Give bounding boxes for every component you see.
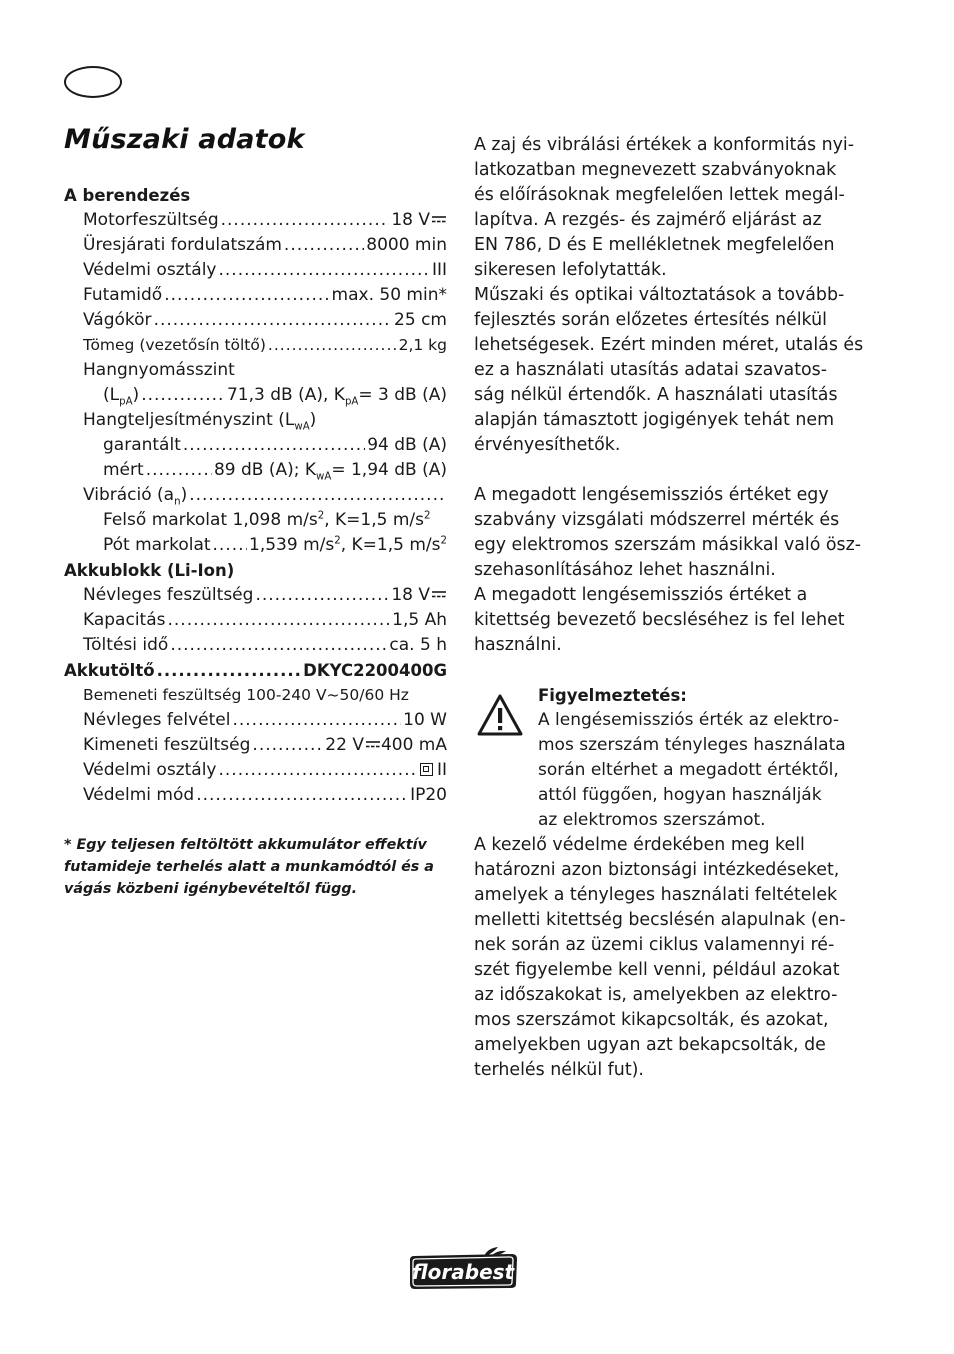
text-line: az időszakokat is, amelyekben az elektro- [474, 985, 838, 1005]
spec-row [64, 708, 447, 733]
text-line: lehetségesek. Ezért minden méret, utalás és [474, 335, 864, 355]
spec-row [64, 258, 447, 283]
language-badge [64, 66, 122, 98]
text-line: fejlesztés során előzetes értesítés nélkül [474, 310, 827, 330]
spec-value: 8000 min [366, 235, 447, 255]
text-line: alapján támasztott jogigények tehát nem [474, 410, 835, 430]
dot-leader [168, 608, 391, 633]
text-line: az elektromos szerszámot. [538, 810, 766, 830]
spec-label: Névleges feszültség [83, 585, 254, 605]
warning-title: Figyelmeztetés: [538, 686, 687, 705]
text-line: mos szerszám tényleges használata [538, 735, 846, 755]
dot-leader [154, 308, 392, 333]
spec-row [64, 783, 447, 808]
spec-heading: Akkutöltő [64, 661, 155, 680]
text-line: terhelés nélkül fut). [474, 1060, 644, 1080]
text-line: amelyek a tényleges használati feltételek [474, 885, 838, 905]
spec-label: Vibráció $(a_n)$ [83, 485, 188, 508]
spec-value: 22 V 400 mA [325, 735, 447, 755]
text-line: szabvány vizsgálati módszerrel mérték és [474, 510, 840, 530]
text-line: A lengésemissziós érték az elektro- [538, 710, 840, 730]
spec-label: Futamidő [83, 285, 163, 305]
spec-value: 18 V [391, 208, 447, 233]
vibration-paragraph [474, 483, 864, 658]
dot-leader [213, 533, 247, 558]
spec-row [64, 208, 447, 233]
spec-row [64, 558, 447, 583]
dot-leader [218, 758, 417, 783]
spec-row [64, 683, 447, 708]
spec-value: 1,539 $m/s^2$, K=1,5 $m/s^2$ [249, 535, 447, 555]
page-title: Műszaki adatok [64, 124, 305, 155]
spec-row [64, 508, 447, 533]
spec-label: Kapacitás [83, 610, 166, 630]
text-line: A zaj és vibrálási értékek a konformitás nyi- [474, 135, 855, 155]
spec-label: Védelmi mód [83, 785, 195, 805]
spec-heading: A berendezés [64, 186, 191, 205]
spec-value: IP20 [410, 785, 447, 805]
text-line: A megadott lengésemissziós értéket a [474, 585, 808, 605]
spec-value: max. 50 min* [331, 285, 447, 305]
spec-label: Kimeneti feszültség [83, 735, 251, 755]
florabest-logo [406, 1246, 520, 1292]
spec-row [64, 583, 447, 608]
text-line: amelyekben ugyan azt bekapcsolták, de [474, 1035, 826, 1055]
spec-row [64, 233, 447, 258]
text-line: sikeresen lefolytatták. [474, 260, 667, 280]
spec-label: Hangteljesítményszint $(L_{wA})$ [83, 410, 317, 433]
text-line: Műszaki és optikai változtatások a tovább- [474, 285, 845, 305]
operator-protection-paragraph [474, 833, 864, 1083]
spec-row [64, 758, 447, 783]
spec-value: 2,1 kg [398, 336, 447, 354]
text-line: mos szerszámot kikapcsolták, és azokat, [474, 1010, 829, 1030]
spec-label: Hangnyomásszint [83, 360, 235, 380]
text-line: ság nélkül értendők. A használati utasítás [474, 385, 838, 405]
dot-leader [268, 333, 397, 358]
spec-value: 71,3 dB (A), $K_{pA}= 3$ dB (A) [226, 385, 447, 408]
spec-value: DKYC2200400G [303, 661, 447, 680]
dot-leader [284, 233, 364, 258]
dot-leader [218, 258, 429, 283]
spec-heading: Akkublokk (Li-Ion) [64, 561, 235, 580]
spec-value: 89 dB (A); $K_{wA}= 1,94$ dB (A) [213, 460, 447, 483]
text-line: A megadott lengésemissziós értéket egy [474, 485, 829, 505]
protection-class-ii-icon [420, 763, 433, 776]
text-line: kitettség bevezető becsléséhez is fel lehet [474, 610, 845, 630]
spec-label: garantált [103, 435, 181, 455]
warning-triangle-icon [476, 693, 524, 737]
warning-text [538, 708, 868, 833]
svg-text:florabest: florabest [411, 1260, 515, 1284]
spec-value: 18 V [391, 583, 447, 608]
dot-leader [255, 583, 389, 608]
spec-list [64, 183, 447, 808]
spec-label: Felső markolat 1,098 $m/s^2$, K=1,5 $m/s^2$ [103, 510, 431, 530]
dot-leader [183, 433, 365, 458]
spec-label: Névleges felvétel [83, 710, 231, 730]
spec-row [64, 433, 447, 458]
conformity-paragraph [474, 133, 864, 458]
text-line: és előírásoknak megfelelően lettek megál- [474, 185, 845, 205]
spec-label: Vágókör [83, 310, 152, 330]
warning-block [474, 683, 864, 833]
dot-leader [164, 283, 329, 308]
spec-row [64, 608, 447, 633]
spec-row [64, 183, 447, 208]
spec-value: 1,5 Ah [392, 610, 447, 630]
dc-current-icon [431, 215, 447, 224]
spec-row [64, 308, 447, 333]
spec-row [64, 383, 447, 408]
spec-label: mért [103, 460, 144, 480]
spec-label: Motorfeszültség [83, 210, 219, 230]
text-line: latkozatban megnevezett szabványoknak [474, 160, 837, 180]
text-line: során eltérhet a megadott értéktől, [538, 760, 839, 780]
spec-row [64, 633, 447, 658]
dot-leader [146, 458, 212, 483]
text-line: melletti kitettség becslésén alapulnak (en- [474, 910, 846, 930]
spec-row [64, 533, 447, 558]
spec-row [64, 408, 447, 433]
text-line: szehasonlításához lehet használni. [474, 560, 776, 580]
dc-current-icon [431, 590, 447, 599]
text-line: érvényesíthetők. [474, 435, 621, 455]
text-line: használni. [474, 635, 562, 655]
spec-row [64, 458, 447, 483]
spec-label: Védelmi osztály [83, 760, 217, 780]
footnote: * Egy teljesen feltöltött akkumulátor effektív futamideje terhelés alatt a munkamódtól és a vágás közbeni igénybevételtől függ. [64, 837, 434, 897]
text-line: egy elektromos szerszám másikkal való ösz- [474, 535, 862, 555]
spec-label: Bemeneti feszültség 100-240 V~50/60 Hz [83, 686, 409, 704]
spec-value: III [431, 260, 447, 280]
spec-value: 94 dB (A) [367, 435, 447, 455]
spec-label: Üresjárati fordulatszám [83, 235, 282, 255]
dot-leader [157, 658, 302, 683]
dot-leader [221, 208, 390, 233]
dc-current-icon [365, 740, 381, 749]
spec-value: II [420, 758, 447, 783]
text-line: szét figyelembe kell venni, például azokat [474, 960, 840, 980]
spec-row [64, 358, 447, 383]
spec-value: 10 W [403, 710, 447, 730]
dot-leader [252, 733, 323, 758]
text-line: nek során az üzemi ciklus valamennyi ré- [474, 935, 835, 955]
spec-label: Pót markolat [103, 535, 211, 555]
text-line: lapítva. A rezgés- és zajmérő eljárást az [474, 210, 822, 230]
dot-leader [189, 483, 445, 508]
dot-leader [232, 708, 401, 733]
spec-row [64, 733, 447, 758]
spec-label: Tömeg (vezetősín töltő) [83, 336, 266, 354]
spec-value: 25 cm [394, 310, 447, 330]
spec-row [64, 483, 447, 508]
spec-label: Védelmi osztály [83, 260, 217, 280]
spec-row [64, 333, 447, 358]
dot-leader [196, 783, 408, 808]
text-line: attól függően, hogyan használják [538, 785, 822, 805]
text-line: EN 786, D és E mellékletnek megfelelően [474, 235, 835, 255]
spec-row [64, 658, 447, 683]
spec-value: ca. 5 h [389, 635, 447, 655]
spec-row [64, 283, 447, 308]
dot-leader [170, 633, 387, 658]
right-column [474, 133, 864, 1083]
text-line: A kezelő védelme érdekében meg kell [474, 835, 805, 855]
spec-label: Töltési idő [83, 635, 169, 655]
dot-leader [141, 383, 225, 408]
text-line: ez a használati utasítás adatai szavatos- [474, 360, 827, 380]
text-line: határozni azon biztonsági intézkedéseket, [474, 860, 840, 880]
spec-label: $(L_{pA})$ [103, 385, 140, 408]
